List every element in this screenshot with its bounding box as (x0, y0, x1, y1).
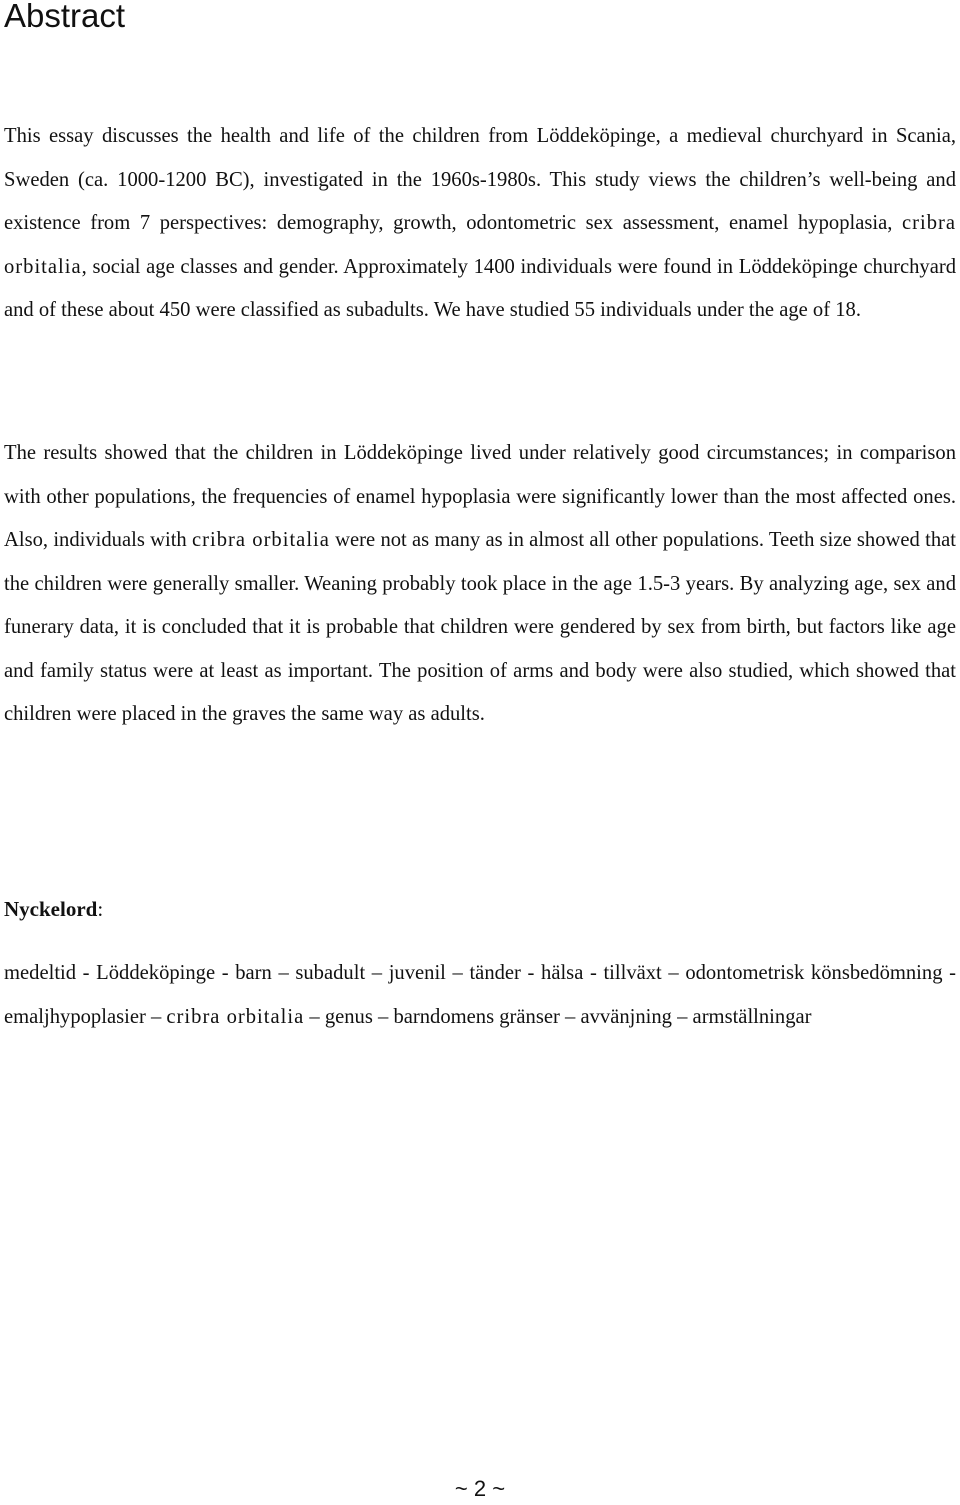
keywords-text-a: medeltid - Löddeköpinge - barn – subadult – juvenil – tänder - hälsa - tillväxt – odontometrisk könsbedömning - emaljhypoplasier – (4, 962, 956, 1028)
keywords-label: Nyckelord (4, 897, 98, 921)
paragraph-1-term: cribra orbitalia (4, 212, 956, 278)
paragraph-1-text-a: This essay discusses the health and life of the children from Löddeköpinge, a medieval churchyard in Scania, Sweden (ca. 1000-1200 BC), investigated in the 1960s-1980s. This study views the children’s well-being and existence from 7 perspectives: demography, growth, odontometric sex assessment, enamel hypoplasia, (4, 125, 956, 234)
page-number: ~ 2 ~ (454, 1476, 506, 1501)
keywords-colon: : (97, 897, 104, 921)
keywords-heading (4, 888, 103, 932)
paragraph-2-text-a: The results showed that the children in Löddeköpinge lived under relatively good circumstances; in comparison with other populations, the frequencies of enamel hypoplasia were significantly lower than the most affected ones. Also, individuals with (4, 442, 956, 551)
keywords-text-b: – genus – barndomens gränser – avvänjning – armställningar (304, 1005, 812, 1028)
keywords-term: cribra orbitalia (166, 1005, 305, 1028)
paragraph-1-text-b: , social age classes and gender. Approximately 1400 individuals were found in Löddeköpinge churchyard and of these about 450 were classified as subadults. We have studied 55 individuals under the age of 18. (4, 255, 956, 321)
page-title: Abstract (4, 0, 126, 34)
paragraph-2-text-b: were not as many as in almost all other populations. Teeth size showed that the children were generally smaller. Weaning probably took place in the age 1.5-3 years. By analyzing age, sex and funerary data, it is concluded that it is probable that children were gendered by sex from birth, but factors like age and family status were at least as important. The position of arms and body were also studied, which showed that children were placed in the graves the same way as adults. (4, 529, 956, 725)
abstract-paragraph-2 (4, 432, 956, 737)
abstract-paragraph-1 (4, 115, 956, 333)
paragraph-2-term: cribra orbitalia (192, 529, 330, 551)
keywords-list (4, 952, 956, 1039)
